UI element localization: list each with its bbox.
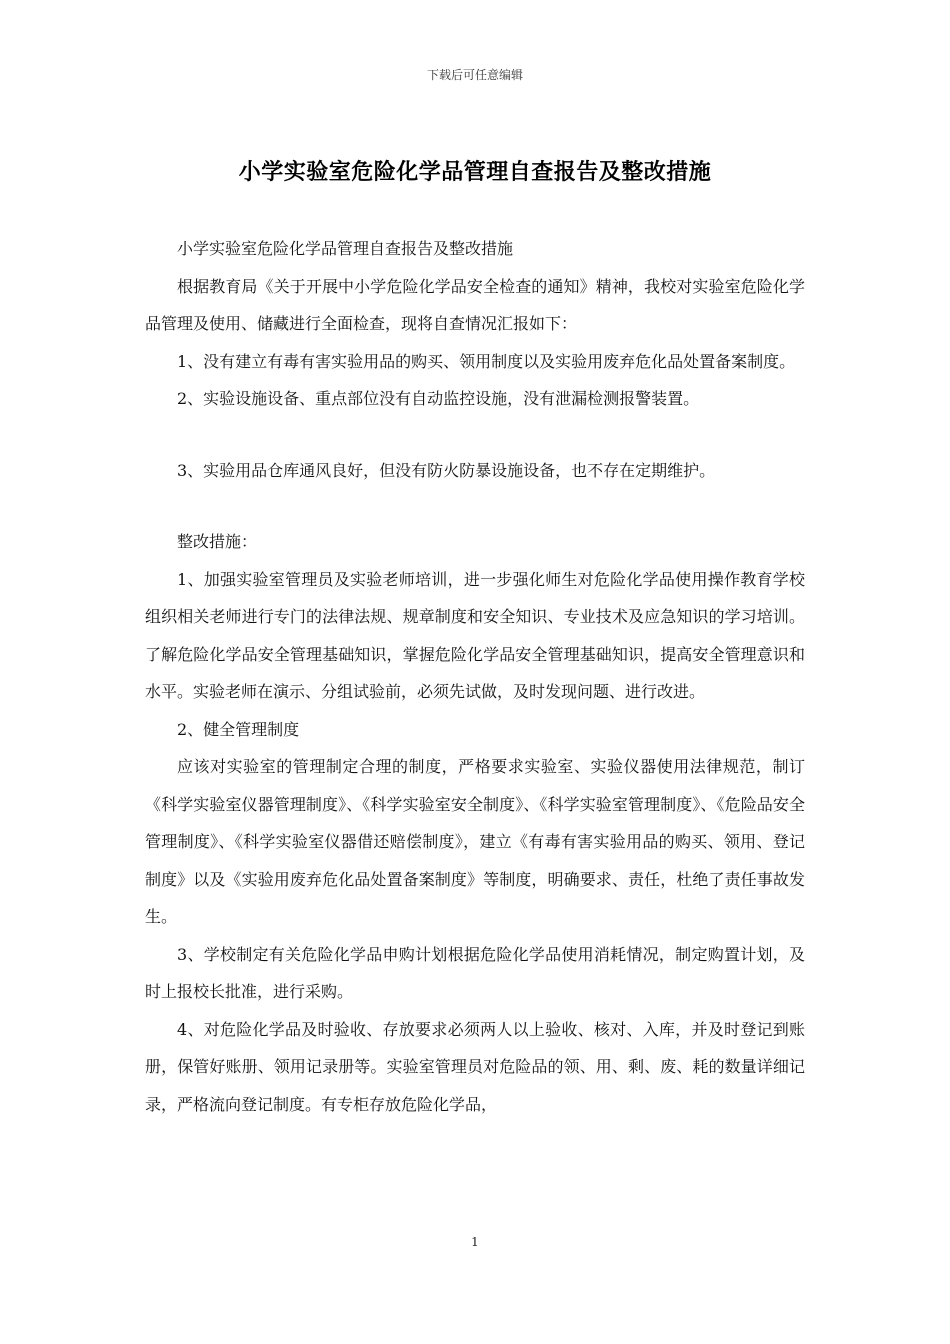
paragraph-intro: 根据教育局《关于开展中小学危险化学品安全检查的通知》精神，我校对实验室危险化学品管理及使用、储藏进行全面检查，现将自查情况汇报如下：	[145, 276, 805, 333]
paragraph-measure-1: 1、加强实验室管理员及实验老师培训，进一步强化师生对危险化学品使用操作教育学校组织相关老师进行专门的法律法规、规章制度和安全知识、专业技术及应急知识的学习培训。了解危险化学品安全管理基础知识，掌握危险化学品安全管理基础知识，提高安全管理意识和水平。实验老师在演示、分组试验前，必须先试做，及时发现问题、进行改进。	[145, 569, 805, 701]
paragraph-measure-4: 4、对危险化学品及时验收、存放要求必须两人以上验收、核对、入库，并及时登记到账册，保管好账册、领用记录册等。实验室管理员对危险品的领、用、剩、废、耗的数量详细记录，严格流向登记制度。有专柜存放危险化学品，	[145, 1019, 805, 1114]
paragraph-spacer	[145, 418, 805, 452]
paragraph-measures-heading: 整改措施：	[177, 532, 258, 551]
document-title: 小学实验室危险化学品管理自查报告及整改措施	[238, 159, 712, 185]
paragraph-measure-2-body: 应该对实验室的管理制定合理的制度，严格要求实验室、实验仪器使用法律规范，制订《科学实验室仪器管理制度》、《科学实验室安全制度》、《科学实验室管理制度》、《危险品安全管理制度》、《科学实验室仪器借还赔偿制度》，建立《有毒有害实验用品的购买、领用、登记制度》以及《实验用废弃危化品处置备案制度》等制度，明确要求、责任，杜绝了责任事故发生。	[145, 757, 805, 926]
paragraph-measure-3: 3、学校制定有关危险化学品申购计划根据危险化学品使用消耗情况，制定购置计划，及时上报校长批准，进行采购。	[145, 944, 805, 1001]
header-note: 下载后可任意编辑	[426, 68, 523, 82]
paragraph-issue-1: 1、没有建立有毒有害实验用品的购买、领用制度以及实验用废弃危化品处置备案制度。	[177, 351, 796, 371]
paragraph-issue-3: 3、实验用品仓库通风良好，但没有防火防暴设施设备，也不存在定期维护。	[177, 460, 716, 480]
paragraph-issue-2: 2、实验设施设备、重点部位没有自动监控设施，没有泄漏检测报警装置。	[177, 389, 700, 408]
paragraph-subtitle: 小学实验室危险化学品管理自查报告及整改措施	[177, 239, 514, 258]
document-body	[145, 230, 805, 1123]
paragraph-measure-2-heading: 2、健全管理制度	[177, 719, 300, 739]
paragraph-spacer	[145, 489, 805, 523]
page-number: 1	[471, 1235, 479, 1249]
